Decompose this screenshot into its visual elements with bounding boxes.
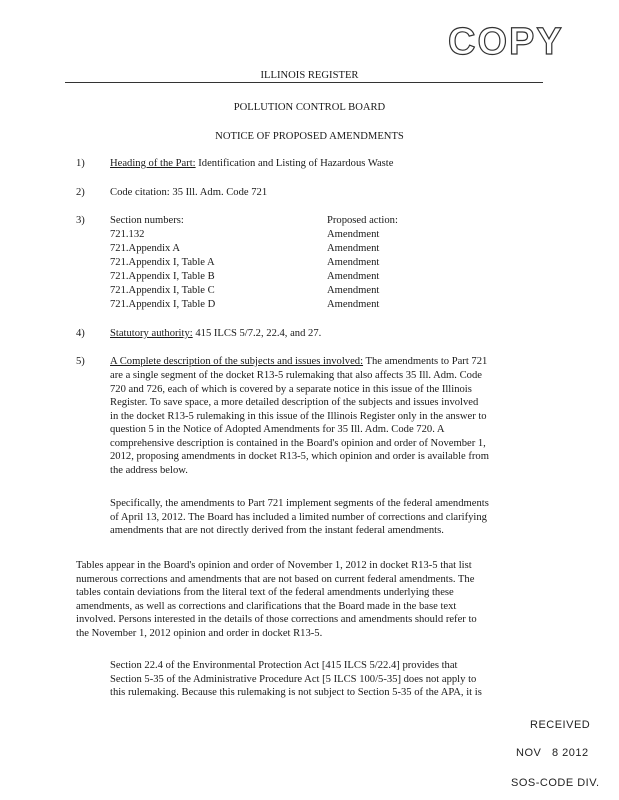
section-row (110, 228, 530, 242)
paragraph-line: Tables appear in the Board's opinion and order of November 1, 2012 in docket R13-5 that list (76, 560, 472, 571)
proposed-action: Amendment (327, 299, 380, 310)
paragraph-line: are a single segment of the docket R13-5 rulemaking that also affects 35 Ill. Adm. Code (110, 370, 482, 381)
received-stamp-office: SOS-CODE DIV. (511, 777, 600, 789)
item-4-number: 4) (76, 328, 85, 339)
paragraph-line: of April 13, 2012. The Board has included a limited number of corrections and clarifying (110, 511, 487, 523)
item-1-number: 1) (76, 158, 85, 169)
item-4-line (110, 327, 321, 341)
item-4-label: Statutory authority: (110, 328, 193, 339)
proposed-action: Amendment (327, 257, 380, 268)
item-5-specifics-paragraph (110, 497, 542, 538)
section-number: 721.Appendix I, Table D (110, 299, 216, 310)
item-1-label: Heading of the Part: (110, 158, 196, 169)
item-2-label: Code citation: (110, 187, 170, 198)
section-number: 721.Appendix I, Table A (110, 257, 215, 268)
tables-paragraph (76, 559, 546, 640)
item-5-label: A Complete description of the subjects and issues involved: (110, 356, 364, 367)
section-row (110, 242, 530, 256)
item-3-number: 3) (76, 215, 85, 226)
copy-stamp: COPY (448, 21, 564, 63)
register-title: ILLINOIS REGISTER (260, 70, 359, 81)
section-row (110, 284, 530, 298)
paragraph-line: 2012, proposing amendments in docket R13-5, which opinion and order is available from (110, 451, 489, 462)
item-2-line (110, 186, 267, 200)
section-22-4-paragraph (110, 659, 542, 700)
header-rule (65, 82, 543, 83)
proposed-action-header: Proposed action: (327, 215, 398, 226)
proposed-action: Amendment (327, 229, 380, 240)
paragraph-line: question 5 in the Notice of Adopted Amendments for 35 Ill. Adm. Code 720. A (110, 424, 445, 435)
item-2-number: 2) (76, 187, 85, 198)
paragraph-line: amendments, as well as corrections and clarifications that the Board made in the base text (76, 600, 457, 612)
paragraph-line: the November 1, 2012 opinion and order in docket R13-5. (76, 627, 323, 639)
item-5-description (110, 369, 542, 477)
item-5-number: 5) (76, 356, 85, 367)
item-2-text: 35 Ill. Adm. Code 721 (172, 187, 268, 198)
paragraph-line: numerous corrections and amendments that are not based on current federal amendments. The (76, 573, 475, 585)
paragraph-line: Register. To save space, a more detailed description of the subjects and issues involved (110, 397, 479, 408)
section-row (110, 298, 530, 312)
received-stamp-date: NOV 8 2012 (516, 747, 589, 759)
section-number: 721.Appendix I, Table B (110, 271, 215, 282)
paragraph-line: Section 22.4 of the Environmental Protection Act [415 ILCS 5/22.4] provides that (110, 660, 458, 671)
item-5-lead: The amendments to Part 721 (365, 356, 488, 367)
item-1-line (110, 157, 393, 171)
proposed-action: Amendment (327, 285, 380, 296)
paragraph-line: comprehensive description is contained in the Board's opinion and order of November 1, (110, 437, 486, 449)
paragraph-line: this rulemaking. Because this rulemaking is not subject to Section 5-35 of the APA, it is (110, 687, 482, 698)
paragraph-line: amendments that are not directly derived from the instant federal amendments. (110, 525, 444, 536)
item-4-text: 415 ILCS 5/7.2, 22.4, and 27. (195, 328, 322, 339)
section-number: 721.Appendix I, Table C (110, 285, 215, 296)
paragraph-line: 720 and 726, each of which is covered by a separate notice in this issue of the Illinois (110, 383, 472, 395)
paragraph-line: involved. Persons interested in the details of those corrections and amendments should refer to (76, 614, 477, 625)
notice-title: NOTICE OF PROPOSED AMENDMENTS (215, 131, 404, 142)
paragraph-line: tables contain deviations from the literal text of the federal amendments underlying these (76, 587, 454, 598)
section-number: 721.Appendix A (110, 243, 181, 254)
proposed-action: Amendment (327, 243, 380, 254)
proposed-action: Amendment (327, 271, 380, 282)
item-1-text: Identification and Listing of Hazardous Waste (198, 158, 394, 169)
section-row (110, 270, 530, 284)
section-table-header (110, 214, 530, 228)
paragraph-line: Section 5-35 of the Administrative Procedure Act [5 ILCS 100/5-35] does not apply to (110, 673, 477, 685)
paragraph-line: Specifically, the amendments to Part 721 implement segments of the federal amendments (110, 498, 489, 509)
section-numbers-header: Section numbers: (110, 215, 184, 226)
section-number: 721.132 (110, 229, 145, 240)
item-5-first-line (110, 355, 487, 369)
board-title: POLLUTION CONTROL BOARD (233, 102, 386, 113)
paragraph-line: in the docket R13-5 rulemaking in this issue of the Illinois Register only in the answer to (110, 410, 487, 422)
paragraph-line: the address below. (110, 464, 188, 476)
received-stamp-label: RECEIVED (530, 719, 591, 731)
section-row (110, 256, 530, 270)
